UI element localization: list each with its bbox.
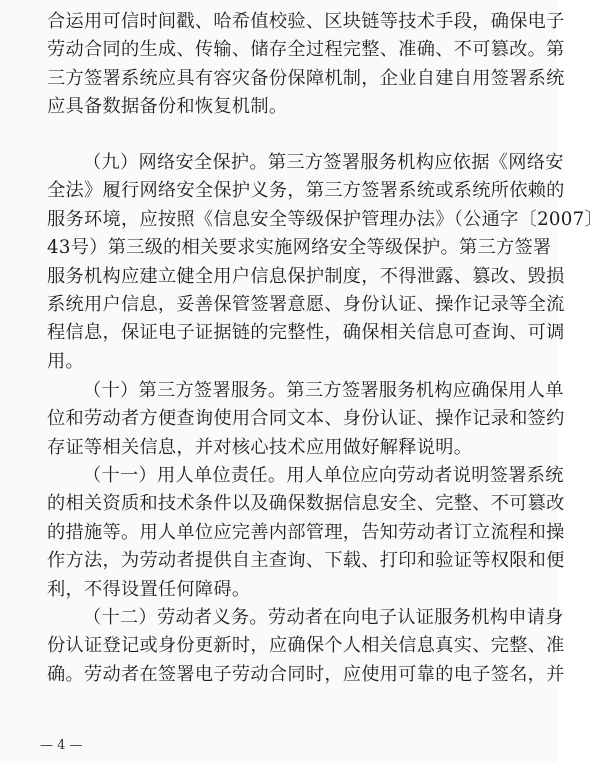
text-line: 的相关资质和技术条件以及确保数据信息安全、完整、不可篡改 xyxy=(47,493,565,515)
text-line: 服务环境，应按照《信息安全等级保护管理办法》（公通字〔2007〕 xyxy=(47,208,603,230)
paragraph-worker-obligations xyxy=(47,604,565,689)
text-line: 合运用可信时间戳、哈希值校验、区块链等技术手段，确保电子 xyxy=(47,11,565,32)
text-line: 份认证登记或身份更新时，应确保个人相关信息真实、完整、准 xyxy=(47,635,565,657)
text-line: 系统用户信息，妥善保管签署意愿、身份认证、操作记录等全流 xyxy=(47,294,565,316)
paragraph-employer-responsibility xyxy=(47,462,565,604)
paragraph-third-party-service xyxy=(47,377,565,462)
text-line: 用。 xyxy=(47,350,84,372)
text-line: 43号）第三级的相关要求实施网络安全等级保护。第三方签署 xyxy=(47,237,552,259)
text-line: 服务机构应建立健全用户信息保护制度，不得泄露、篡改、毁损 xyxy=(47,265,565,287)
text-line: 确。劳动者在签署电子劳动合同时，应使用可靠的电子签名，并 xyxy=(47,663,565,685)
page-number: — 4 — xyxy=(40,738,83,753)
text-line: 全法》履行网络安全保护义务，第三方签署系统或系统所依赖的 xyxy=(47,180,565,202)
paragraph-network-security xyxy=(47,149,603,376)
text-line: 程信息，保证电子证据链的完整性，确保相关信息可查询、可调 xyxy=(47,322,565,344)
text-line: （九）网络安全保护。第三方签署服务机构应依据《网络安 xyxy=(83,152,564,173)
text-line: 的措施等。用人单位应完善内部管理，告知劳动者订立流程和操 xyxy=(47,521,565,543)
paragraph-continuation xyxy=(47,8,565,122)
text-line: 利，不得设置任何障碍。 xyxy=(47,578,251,600)
text-line: 位和劳动者方便查询使用合同文本、身份认证、操作记录和签约 xyxy=(47,408,565,430)
text-line: 劳动合同的生成、传输、储存全过程完整、准确、不可篡改。第 xyxy=(47,39,565,61)
text-line: 存证等相关信息，并对核心技术应用做好解释说明。 xyxy=(47,436,473,458)
text-line: 作方法，为劳动者提供自主查询、下载、打印和验证等权限和便 xyxy=(47,550,565,572)
text-line: 三方签署系统应具有容灾备份保障机制，企业自建自用签署系统 xyxy=(47,67,565,89)
text-line: （十）第三方签署服务。第三方签署服务机构应确保用人单 xyxy=(83,380,564,401)
text-line: （十一）用人单位责任。用人单位应向劳动者说明签署系统 xyxy=(83,465,564,486)
text-line: 应具备数据备份和恢复机制。 xyxy=(47,96,288,118)
text-line: （十二）劳动者义务。劳动者在向电子认证服务机构申请身 xyxy=(83,607,564,628)
